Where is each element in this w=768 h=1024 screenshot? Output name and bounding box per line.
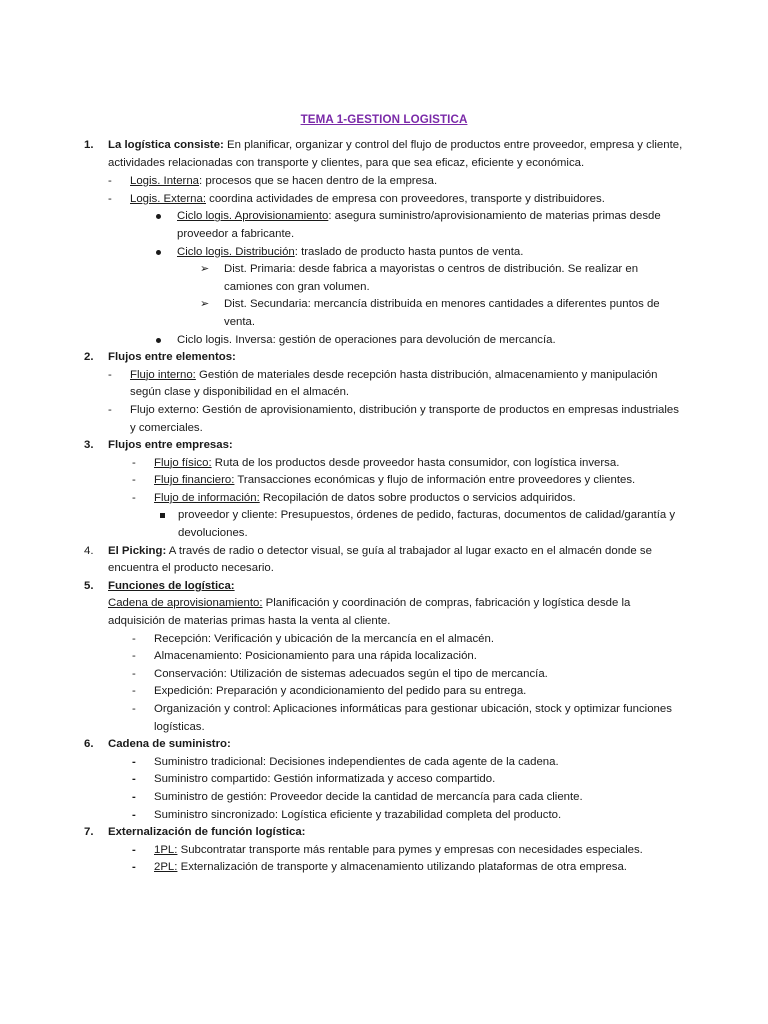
list-item-ciclo-distribucion <box>84 244 684 262</box>
item-text: Subcontratar transporte más rentable para pymes y empresas con necesidades especiales. <box>177 843 643 856</box>
section-heading: Cadena de suministro: <box>108 738 231 751</box>
item-label: Ciclo logis. Aprovisionamiento <box>177 210 329 223</box>
section-heading: El Picking: <box>108 544 167 557</box>
list-item-flujo-informacion <box>84 490 684 508</box>
item-label: Flujo interno: <box>130 368 196 381</box>
dash-marker: - <box>108 175 112 188</box>
item-text: Suministro de gestión: Proveedor decide la cantidad de mercancía para cada cliente. <box>154 790 583 803</box>
item-text: Dist. Primaria: desde fabrica a mayoristas o centros de distribución. Se realizar en camiones con gran volumen. <box>224 263 639 293</box>
item-label: Cadena de aprovisionamiento: <box>108 597 263 610</box>
item-text: Externalización de transporte y almacenamiento utilizando plataformas de otra empresa. <box>177 861 627 874</box>
bullet-marker <box>160 513 165 518</box>
section-number: 6. <box>84 738 94 751</box>
bullet-marker <box>156 338 161 343</box>
dash-marker: - <box>108 192 112 205</box>
list-item-ciclo-inversa <box>84 332 684 350</box>
section-number: 3. <box>84 439 94 452</box>
dash-marker: - <box>132 650 136 663</box>
item-text: Gestión de materiales desde recepción hasta distribución, almacenamiento y manipulación según clase y disponibilidad en el almacén. <box>130 368 658 399</box>
dash-marker: - <box>132 474 136 487</box>
dash-marker: - <box>132 632 136 645</box>
dash-marker: - <box>132 491 136 504</box>
list-item-suministro <box>84 789 684 807</box>
list-item-logis-externa <box>84 191 684 209</box>
section-4 <box>84 543 684 578</box>
item-text: Organización y control: Aplicaciones informáticas para gestionar ubicación, stock y optimizar funciones logísticas. <box>154 703 672 733</box>
document-title: TEMA 1-GESTION LOGISTICA <box>300 113 468 126</box>
item-text: Transacciones económicas y flujo de información entre proveedores y clientes. <box>234 474 636 487</box>
section-2 <box>84 349 684 367</box>
list-item-ciclo-aprovisionamiento <box>84 208 684 243</box>
section-number: 5. <box>84 579 94 592</box>
list-item-suministro <box>84 754 684 772</box>
item-text: proveedor y cliente: Presupuestos, órdenes de pedido, facturas, documentos de calidad/garantía y devoluciones. <box>178 509 676 540</box>
list-item-funcion <box>84 631 684 649</box>
item-label: Logis. Interna <box>130 175 200 188</box>
section-heading: Flujos entre empresas: <box>108 439 233 452</box>
item-text: Dist. Secundaria: mercancía distribuida en menores cantidades a diferentes puntos de venta. <box>224 298 660 328</box>
section-heading: Funciones de logística: <box>108 579 235 592</box>
section-6 <box>84 736 684 754</box>
item-label: 2PL: <box>154 861 178 874</box>
item-text: Recopilación de datos sobre productos o servicios adquiridos. <box>259 491 576 504</box>
section-5 <box>84 578 684 596</box>
section-text: A través de radio o detector visual, se guía al trabajador al lugar exacto en el almacén donde se encuentra el producto necesario. <box>108 544 652 575</box>
list-item-dist-secundaria <box>84 296 684 331</box>
list-item-dist-primaria <box>84 261 684 296</box>
item-text: Suministro compartido: Gestión informatizada y acceso compartido. <box>154 773 496 786</box>
dash-marker: - <box>132 667 136 680</box>
dash-marker: - <box>132 685 136 698</box>
list-item-2pl <box>84 859 684 877</box>
cadena-aprovisionamiento <box>84 595 684 630</box>
list-item-suministro <box>84 771 684 789</box>
section-heading: Flujos entre elementos: <box>108 351 236 364</box>
arrow-marker: ➢ <box>200 263 210 276</box>
list-item-1pl <box>84 842 684 860</box>
item-label: Flujo físico: <box>154 456 212 469</box>
list-item-funcion <box>84 666 684 684</box>
dash-marker: - <box>132 456 136 469</box>
section-number: 4. <box>84 544 94 557</box>
item-text: coordina actividades de empresa con proveedores, transporte y distribuidores. <box>205 192 605 205</box>
section-text: En planificar, organizar y control del flujo de productos entre proveedor, empresa y cliente, actividades relacionadas con transporte y clientes, para que sea eficaz, eficiente y económica. <box>108 139 683 169</box>
item-label: Ciclo logis. Distribución <box>177 245 295 258</box>
dash-marker: - <box>108 403 112 416</box>
item-text: Conservación: Utilización de sistemas adecuados según el tipo de mercancía. <box>154 667 548 680</box>
list-item-flujo-externo <box>84 402 684 437</box>
arrow-marker: ➢ <box>200 298 210 311</box>
list-item-logis-interna <box>84 173 684 191</box>
item-text: Planificación y coordinación de compras, fabricación y logística desde la adquisición de materias primas hasta la venta al cliente. <box>108 597 631 628</box>
item-text: Expedición: Preparación y acondicionamiento del pedido para su entrega. <box>154 685 527 698</box>
item-label: 1PL: <box>154 843 178 856</box>
list-item-flujo-financiero <box>84 472 684 490</box>
dash-marker: - <box>132 755 136 768</box>
list-item-suministro <box>84 807 684 825</box>
item-text: Almacenamiento: Posicionamiento para una rápida localización. <box>154 650 477 663</box>
document-body <box>84 137 684 877</box>
dash-marker: - <box>132 808 136 821</box>
dash-marker: - <box>132 703 136 715</box>
dash-marker: - <box>108 368 112 381</box>
item-text: Suministro sincronizado: Logística eficiente y trazabilidad completa del producto. <box>154 808 562 821</box>
item-text: Ruta de los productos desde proveedor hasta consumidor, con logística inversa. <box>211 456 620 469</box>
section-7 <box>84 824 684 842</box>
list-item-funcion <box>84 683 684 701</box>
dash-marker: - <box>132 843 136 856</box>
item-label: Flujo de información: <box>154 491 260 504</box>
item-text: Flujo externo: Gestión de aprovisionamiento, distribución y transporte de productos en empresas industriales y comerciales. <box>130 403 679 434</box>
section-number: 7. <box>84 826 94 839</box>
item-text: : procesos que se hacen dentro de la empresa. <box>199 175 438 188</box>
item-label: Logis. Externa: <box>130 192 206 205</box>
list-item-proveedor-cliente <box>84 507 684 542</box>
item-text: Suministro tradicional: Decisiones independientes de cada agente de la cadena. <box>154 755 559 768</box>
item-text: Recepción: Verificación y ubicación de la mercancía en el almacén. <box>154 632 495 645</box>
item-text: Ciclo logis. Inversa: gestión de operaciones para devolución de mercancía. <box>177 333 556 346</box>
section-number: 1. <box>84 139 94 151</box>
dash-marker: - <box>132 773 136 786</box>
bullet-marker <box>156 214 161 219</box>
list-item-flujo-interno <box>84 367 684 402</box>
section-1 <box>84 137 684 172</box>
dash-marker: - <box>132 861 136 874</box>
list-item-funcion <box>84 648 684 666</box>
item-text: : traslado de producto hasta puntos de venta. <box>294 245 524 258</box>
section-number: 2. <box>84 351 94 364</box>
list-item-funcion <box>84 701 684 736</box>
section-3 <box>84 437 684 455</box>
list-item-flujo-fisico <box>84 455 684 473</box>
section-heading: La logística consiste: <box>108 139 224 151</box>
bullet-marker <box>156 250 161 255</box>
item-text: : asegura suministro/aprovisionamiento de materias primas desde proveedor a fabricante. <box>177 210 661 240</box>
section-heading: Externalización de función logística: <box>108 826 306 839</box>
dash-marker: - <box>132 790 136 803</box>
item-label: Flujo financiero: <box>154 474 235 487</box>
